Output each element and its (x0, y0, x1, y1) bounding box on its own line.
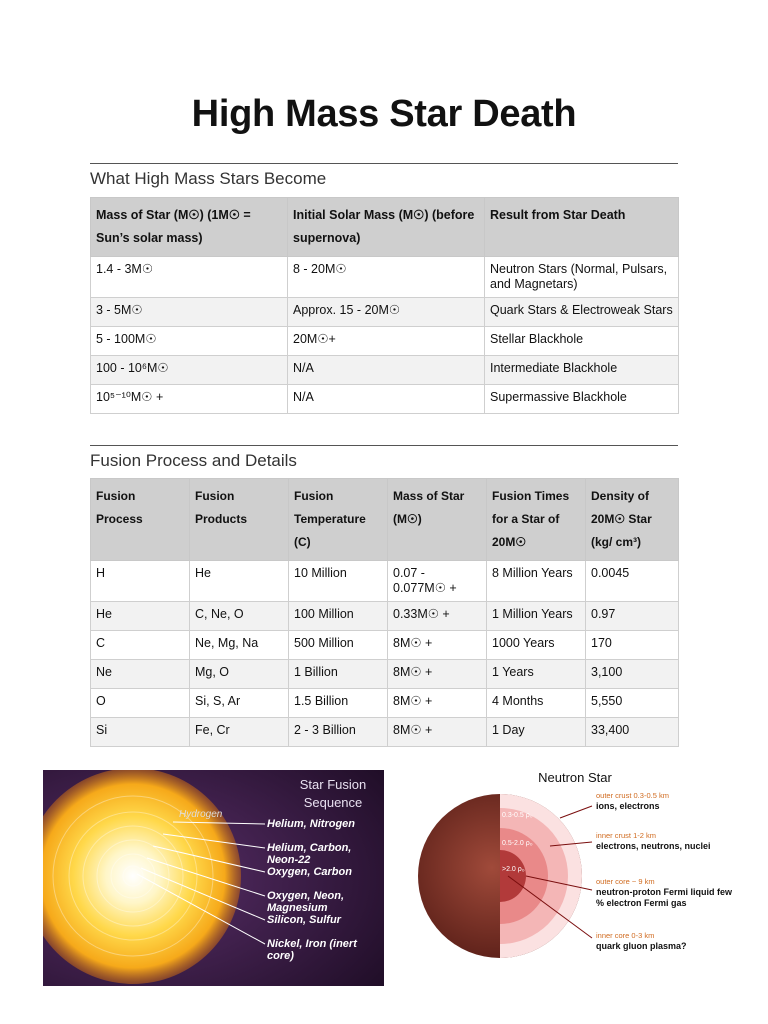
layer-label: Helium, Nitrogen (267, 818, 356, 830)
table-cell: 170 (586, 631, 679, 660)
table-cell: He (91, 602, 190, 631)
table-cell: 0.97 (586, 602, 679, 631)
stars-become-body (91, 257, 679, 414)
hydrogen-label: Hydrogen (179, 809, 223, 820)
table-cell: 3 - 5M☉ (91, 298, 288, 327)
table-row (91, 660, 679, 689)
table-cell: H (91, 561, 190, 602)
table-cell: Si, S, Ar (190, 689, 289, 718)
section-divider (90, 445, 678, 446)
table-cell: Mg, O (190, 660, 289, 689)
neutron-layer-label (596, 876, 734, 909)
table-cell: Ne (91, 660, 190, 689)
table-row (91, 298, 679, 327)
table-cell: 8M☉ + (388, 689, 487, 718)
layer-composition: ions, electrons (596, 801, 660, 811)
table-cell: 0.0045 (586, 561, 679, 602)
neutron-layer-label (596, 830, 711, 852)
layer-composition: neutron-proton Fermi liquid few % electron Fermi gas (596, 887, 732, 908)
table-cell: N/A (288, 385, 485, 414)
table-row (91, 718, 679, 747)
table-row (91, 327, 679, 356)
table-cell: 20M☉+ (288, 327, 485, 356)
column-header: Fusion Temperature (C) (289, 479, 388, 561)
table-cell: 8 - 20M☉ (288, 257, 485, 298)
column-header: Fusion Process (91, 479, 190, 561)
fusion-figure-title: Star Fusion Sequence (299, 777, 367, 810)
table-cell: 33,400 (586, 718, 679, 747)
table-cell: Neutron Stars (Normal, Pulsars, and Magnetars) (485, 257, 679, 298)
table-cell: 8M☉ + (388, 718, 487, 747)
density-label: >2.0 ρ₀ (502, 866, 525, 873)
layer-label: Oxygen, Carbon (267, 866, 352, 878)
table-header-row (91, 479, 679, 561)
table-cell: 1000 Years (487, 631, 586, 660)
table-cell: 8 Million Years (487, 561, 586, 602)
section-divider (90, 163, 678, 164)
fusion-body (91, 561, 679, 747)
layer-composition: quark gluon plasma? (596, 941, 687, 951)
column-header: Density of 20M☉ Star (kg/ cm³) (586, 479, 679, 561)
table-cell: Stellar Blackhole (485, 327, 679, 356)
table-cell: 0.33M☉ + (388, 602, 487, 631)
column-header: Fusion Products (190, 479, 289, 561)
neutron-layer-label (596, 790, 669, 812)
table-cell: Supermassive Blackhole (485, 385, 679, 414)
table-cell: 2 - 3 Billion (289, 718, 388, 747)
table-cell: Fe, Cr (190, 718, 289, 747)
table-cell: C, Ne, O (190, 602, 289, 631)
layer-composition: electrons, neutrons, nuclei (596, 841, 711, 851)
layer-depth: outer core ~ 9 km (596, 877, 655, 886)
page-title: High Mass Star Death (191, 93, 577, 135)
layer-label: Helium, Carbon, Neon-22 (267, 842, 352, 866)
table-cell: 8M☉ + (388, 660, 487, 689)
table-cell: Intermediate Blackhole (485, 356, 679, 385)
table-cell: 8M☉ + (388, 631, 487, 660)
section-heading-fusion: Fusion Process and Details (90, 451, 297, 470)
table-cell: 1 Billion (289, 660, 388, 689)
table-cell: 1 Day (487, 718, 586, 747)
density-label: 0.3-0.5 ρ₀ (502, 812, 533, 819)
table-cell: 10 Million (289, 561, 388, 602)
table-cell: 1.4 - 3M☉ (91, 257, 288, 298)
neutron-star-figure (410, 766, 740, 978)
table-row (91, 602, 679, 631)
table-cell: 4 Months (487, 689, 586, 718)
table-cell: 0.07 - 0.077M☉ + (388, 561, 487, 602)
table-cell: He (190, 561, 289, 602)
layer-depth: inner core 0-3 km (596, 931, 655, 940)
table-cell: 1 Million Years (487, 602, 586, 631)
table-row (91, 257, 679, 298)
table-row (91, 385, 679, 414)
table-cell: Quark Stars & Electroweak Stars (485, 298, 679, 327)
table-cell: 100 Million (289, 602, 388, 631)
table-cell: 10⁵⁻¹⁰M☉ + (91, 385, 288, 414)
table-cell: 5 - 100M☉ (91, 327, 288, 356)
column-header: Mass of Star (M☉) (388, 479, 487, 561)
fusion-table (90, 478, 679, 747)
table-cell: 1.5 Billion (289, 689, 388, 718)
table-cell: N/A (288, 356, 485, 385)
neutron-star-illustration (410, 766, 740, 978)
layer-depth: inner crust 1-2 km (596, 831, 657, 840)
layer-label: Oxygen, Neon, Magnesium (267, 890, 345, 914)
neutron-figure-title: Neutron Star (538, 770, 612, 785)
table-cell: Si (91, 718, 190, 747)
table-cell: O (91, 689, 190, 718)
section-heading-become: What High Mass Stars Become (90, 169, 327, 188)
table-row (91, 561, 679, 602)
table-cell: 3,100 (586, 660, 679, 689)
table-cell: 500 Million (289, 631, 388, 660)
layer-label: Nickel, Iron (inert core) (267, 938, 357, 962)
table-cell: 1 Years (487, 660, 586, 689)
table-row (91, 356, 679, 385)
neutron-layer-label (596, 930, 687, 952)
table-cell: 5,550 (586, 689, 679, 718)
density-label: 0.5-2.0 ρ₀ (502, 840, 533, 847)
layer-label: Silicon, Sulfur (267, 914, 341, 926)
table-row (91, 689, 679, 718)
star-fusion-figure (43, 770, 384, 986)
table-cell: C (91, 631, 190, 660)
table-header-row (91, 198, 679, 257)
column-header: Mass of Star (M☉) (1M☉ = Sun’s solar mass) (91, 198, 288, 257)
table-cell: Ne, Mg, Na (190, 631, 289, 660)
table-row (91, 631, 679, 660)
column-header: Result from Star Death (485, 198, 679, 257)
column-header: Fusion Times for a Star of 20M☉ (487, 479, 586, 561)
table-cell: Approx. 15 - 20M☉ (288, 298, 485, 327)
layer-depth: outer crust 0.3-0.5 km (596, 791, 669, 800)
table-cell: 100 - 10⁶M☉ (91, 356, 288, 385)
column-header: Initial Solar Mass (M☉) (before supernova) (288, 198, 485, 257)
stars-become-table (90, 197, 679, 414)
